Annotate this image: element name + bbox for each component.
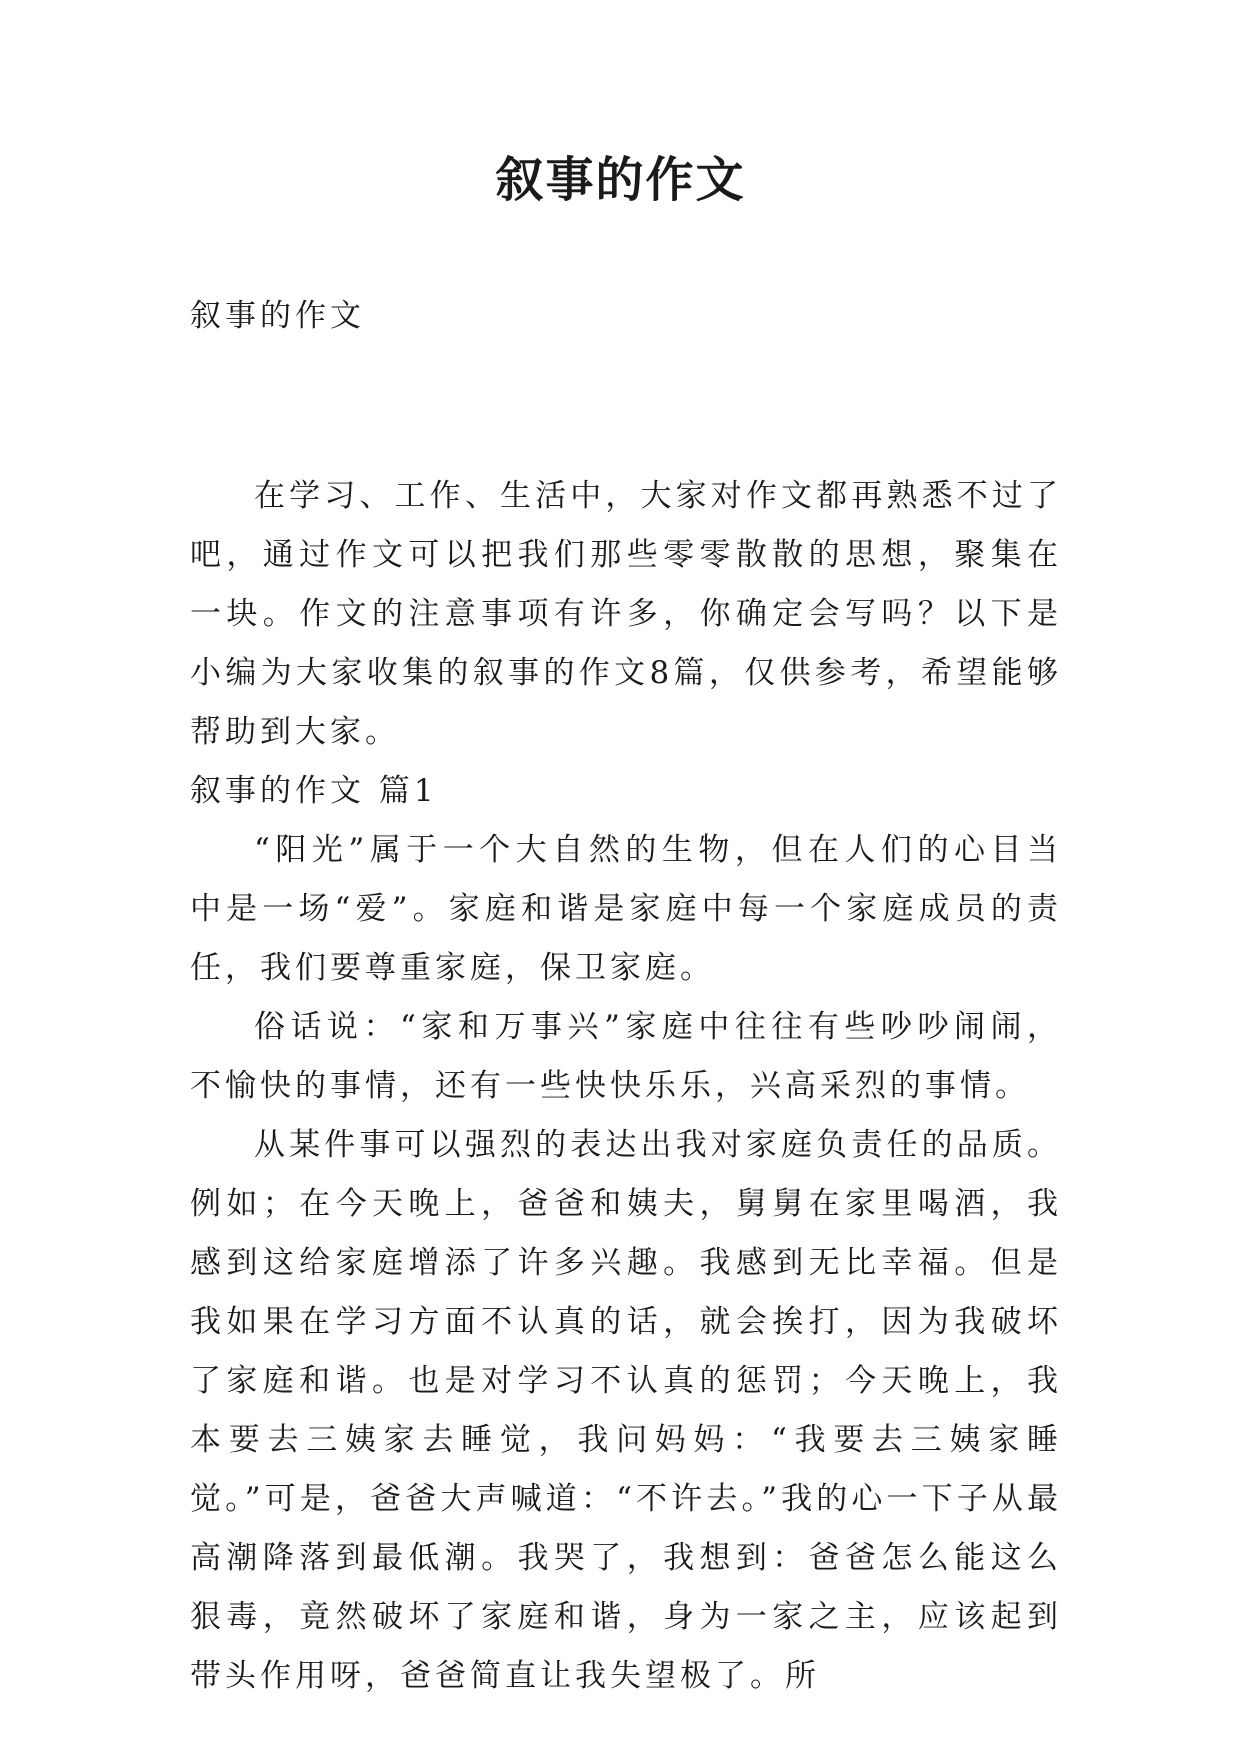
body-paragraph: 俗话说：“家和万事兴”家庭中往往有些吵吵闹闹，不愉快的事情，还有一些快快乐乐，兴高采烈的事情。 <box>190 1009 1062 1104</box>
document-body <box>190 467 1062 1706</box>
body-paragraph: 从某件事可以强烈的表达出我对家庭负责任的品质。例如；在今天晚上，爸爸和姨夫，舅舅在家里喝酒，我感到这给家庭增添了许多兴趣。我感到无比幸福。但是我如果在学习方面不认真的话，就会挨打，因为我破坏了家庭和谐。也是对学习不认真的惩罚；今天晚上，我本要去三姨家去睡觉，我问妈妈：“我要去三姨家睡觉。”可是，爸爸大声喊道：“不许去。”我的心一下子从最高潮降落到最低潮。我哭了，我想到：爸爸怎么能这么狠毒，竟然破坏了家庭和谐，身为一家之主，应该起到带头作用呀，爸爸简直让我失望极了。所 <box>190 1127 1062 1694</box>
section-heading: 叙事的作文 篇1 <box>190 773 438 809</box>
document-title: 叙事的作文 <box>495 152 746 208</box>
document-subtitle: 叙事的作文 <box>190 298 365 334</box>
body-paragraph: “阳光”属于一个大自然的生物，但在人们的心目当中是一场“爱”。家庭和谐是家庭中每一个家庭成员的责任，我们要尊重家庭，保卫家庭。 <box>190 832 1062 986</box>
intro-paragraph: 在学习、工作、生活中，大家对作文都再熟悉不过了吧，通过作文可以把我们那些零零散散的思想，聚集在一块。作文的注意事项有许多，你确定会写吗？以下是小编为大家收集的叙事的作文8篇，仅供参考，希望能够帮助到大家。 <box>190 478 1062 750</box>
